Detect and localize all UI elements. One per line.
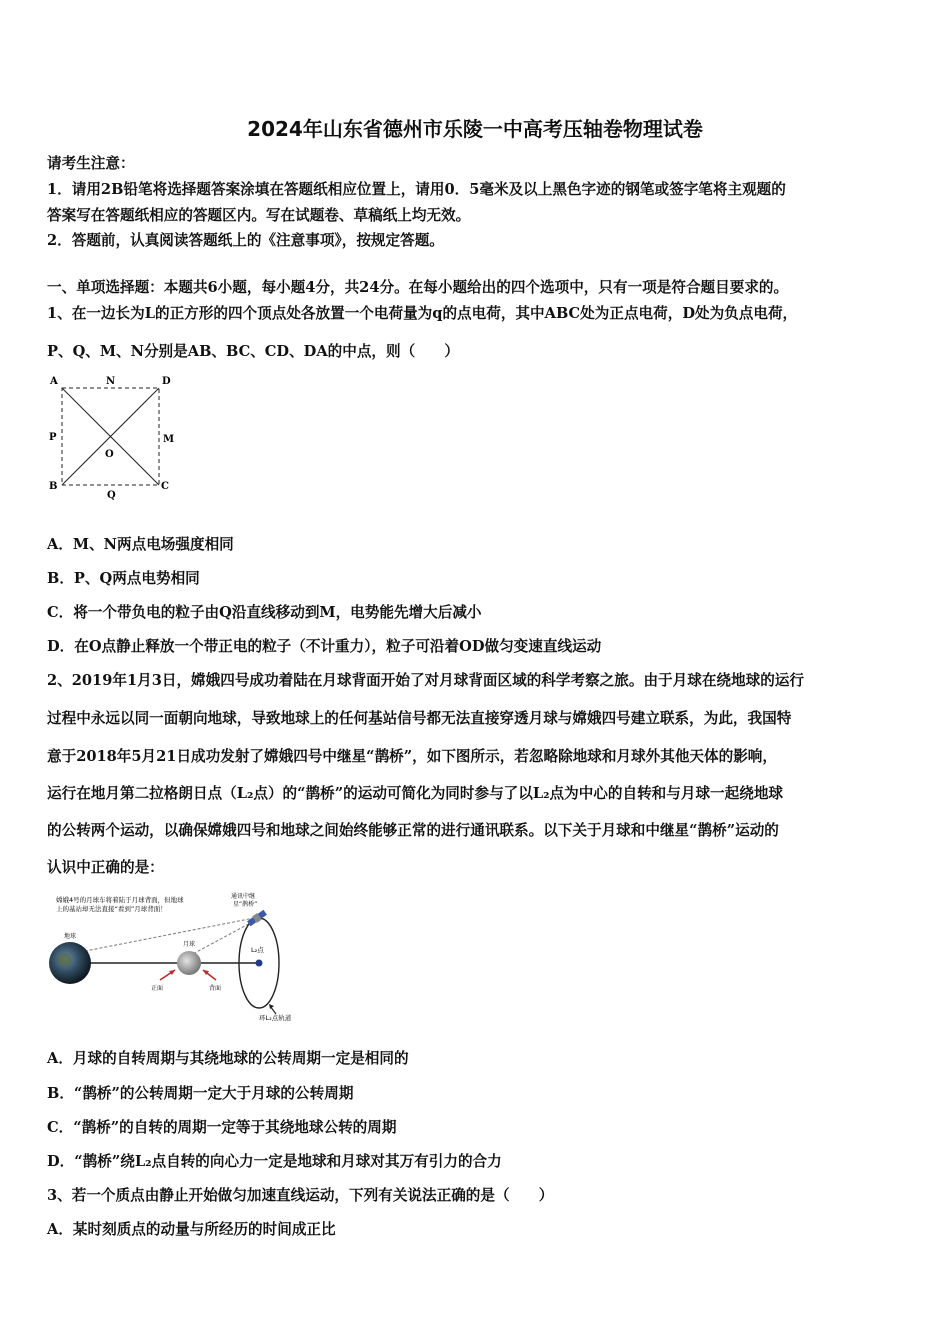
- question-1-line-2: P、Q、M、N分别是AB、BC、CD、DA的中点，则（ ）: [47, 343, 459, 360]
- q1-option-b: B．P、Q两点电势相同: [47, 570, 200, 587]
- notice-line-2: 答案写在答题纸相应的答题区内。写在试题卷、草稿纸上均无效。: [47, 207, 471, 224]
- l2-label: L₂点: [251, 946, 264, 954]
- notice-line-1: 1．请用2B铅笔将选择题答案涂填在答题纸相应位置上，请用0．5毫米及以上黑色字迹的钢笔或签字笔将主观题的: [47, 181, 786, 198]
- relay-label-1: 通讯中继: [231, 893, 256, 900]
- q1-option-d: D．在O点静止释放一个带正电的粒子（不计重力），粒子可沿着OD做匀变速直线运动: [47, 638, 602, 655]
- label-a: A: [50, 376, 58, 387]
- question-3-line-1: 3、若一个质点由静止开始做匀加速直线运动，下列有关说法正确的是（ ）: [47, 1187, 554, 1204]
- label-m: M: [163, 434, 175, 445]
- page-title: 2024年山东省德州市乐陵一中高考压轴卷物理试卷: [247, 117, 703, 141]
- label-n: N: [106, 376, 116, 387]
- question-2-line-1: 2、2019年1月3日，嫦娥四号成功着陆在月球背面开始了对月球背面区域的科学考察之旅。由于月球在绕地球的运行: [47, 672, 804, 689]
- question-1-line-1: 1、在一边长为L的正方形的四个顶点处各放置一个电荷量为q的点电荷，其中ABC处为正点电荷，D处为负点电荷，: [47, 305, 798, 322]
- q2-option-a: A．月球的自转周期与其绕地球的公转周期一定是相同的: [47, 1050, 409, 1067]
- square-charge-diagram: [44, 372, 184, 502]
- q2-option-b: B．“鹊桥”的公转周期一定大于月球的公转周期: [47, 1085, 354, 1102]
- section-heading: 一、单项选择题：本题共6小题，每小题4分，共24分。在每小题给出的四个选项中，只有一项是符合题目要求的。: [47, 279, 789, 296]
- relay-satellite-icon: [247, 909, 268, 927]
- question-2-line-3: 意于2018年5月21日成功发射了嫦娥四号中继星“鹊桥”，如下图所示，若忽略除地球和月球外其他天体的影响，: [47, 748, 777, 765]
- earth-moon-relay-diagram: [44, 888, 314, 1023]
- note-line-1: 嫦娥4号的月球车将着陆于月球背面，但地球: [56, 896, 184, 904]
- orbit-label: 环L₂点轨道: [259, 1014, 292, 1022]
- question-2-line-2: 过程中永远以同一面朝向地球，导致地球上的任何基站信号都无法直接穿透月球与嫦娥四号建立联系，为此，我国特: [47, 710, 792, 727]
- label-c: C: [161, 481, 169, 492]
- label-d: D: [162, 376, 171, 387]
- q2-option-c: C．“鹊桥”的自转的周期一定等于其绕地球公转的周期: [47, 1119, 397, 1136]
- q2-option-d: D．“鹊桥”绕L₂点自转的向心力一定是地球和月球对其万有引力的合力: [47, 1153, 502, 1170]
- back-label: 背面: [209, 985, 222, 992]
- q1-option-c: C．将一个带负电的粒子由Q沿直线移动到M，电势能先增大后减小: [47, 604, 482, 621]
- moon-label: 月球: [183, 941, 196, 948]
- label-b: B: [49, 481, 58, 492]
- l2-point-icon: [256, 960, 263, 967]
- label-p: P: [49, 432, 57, 443]
- notice-heading: 请考生注意：: [47, 155, 135, 172]
- question-2-line-4: 运行在地月第二拉格朗日点（L₂点）的“鹊桥”的运动可简化为同时参与了以L₂点为中心的自转和与月球一起绕地球: [47, 785, 784, 802]
- moon-relay-ray: [189, 920, 256, 956]
- relay-label-2: 星“鹊桥”: [233, 901, 258, 908]
- label-q: Q: [107, 490, 116, 501]
- question-2-line-5: 的公转两个运动，以确保嫦娥四号和地球之间始终能够正常的进行通讯联系。以下关于月球和中继星“鹊桥”运动的: [47, 822, 779, 839]
- front-label: 正面: [151, 985, 164, 992]
- moon-icon: [177, 951, 201, 975]
- notice-line-3: 2．答题前，认真阅读答题纸上的《注意事项》，按规定答题。: [47, 232, 444, 249]
- earth-label: 地球: [64, 933, 77, 940]
- q1-option-a: A．M、N两点电场强度相同: [47, 536, 234, 553]
- question-2-line-6: 认识中正确的是：: [47, 859, 164, 876]
- label-o: O: [105, 449, 114, 460]
- note-line-2: 上的基站却无法直接“看到”月球背面！: [56, 905, 167, 913]
- q3-option-a: A．某时刻质点的动量与所经历的时间成正比: [47, 1221, 336, 1238]
